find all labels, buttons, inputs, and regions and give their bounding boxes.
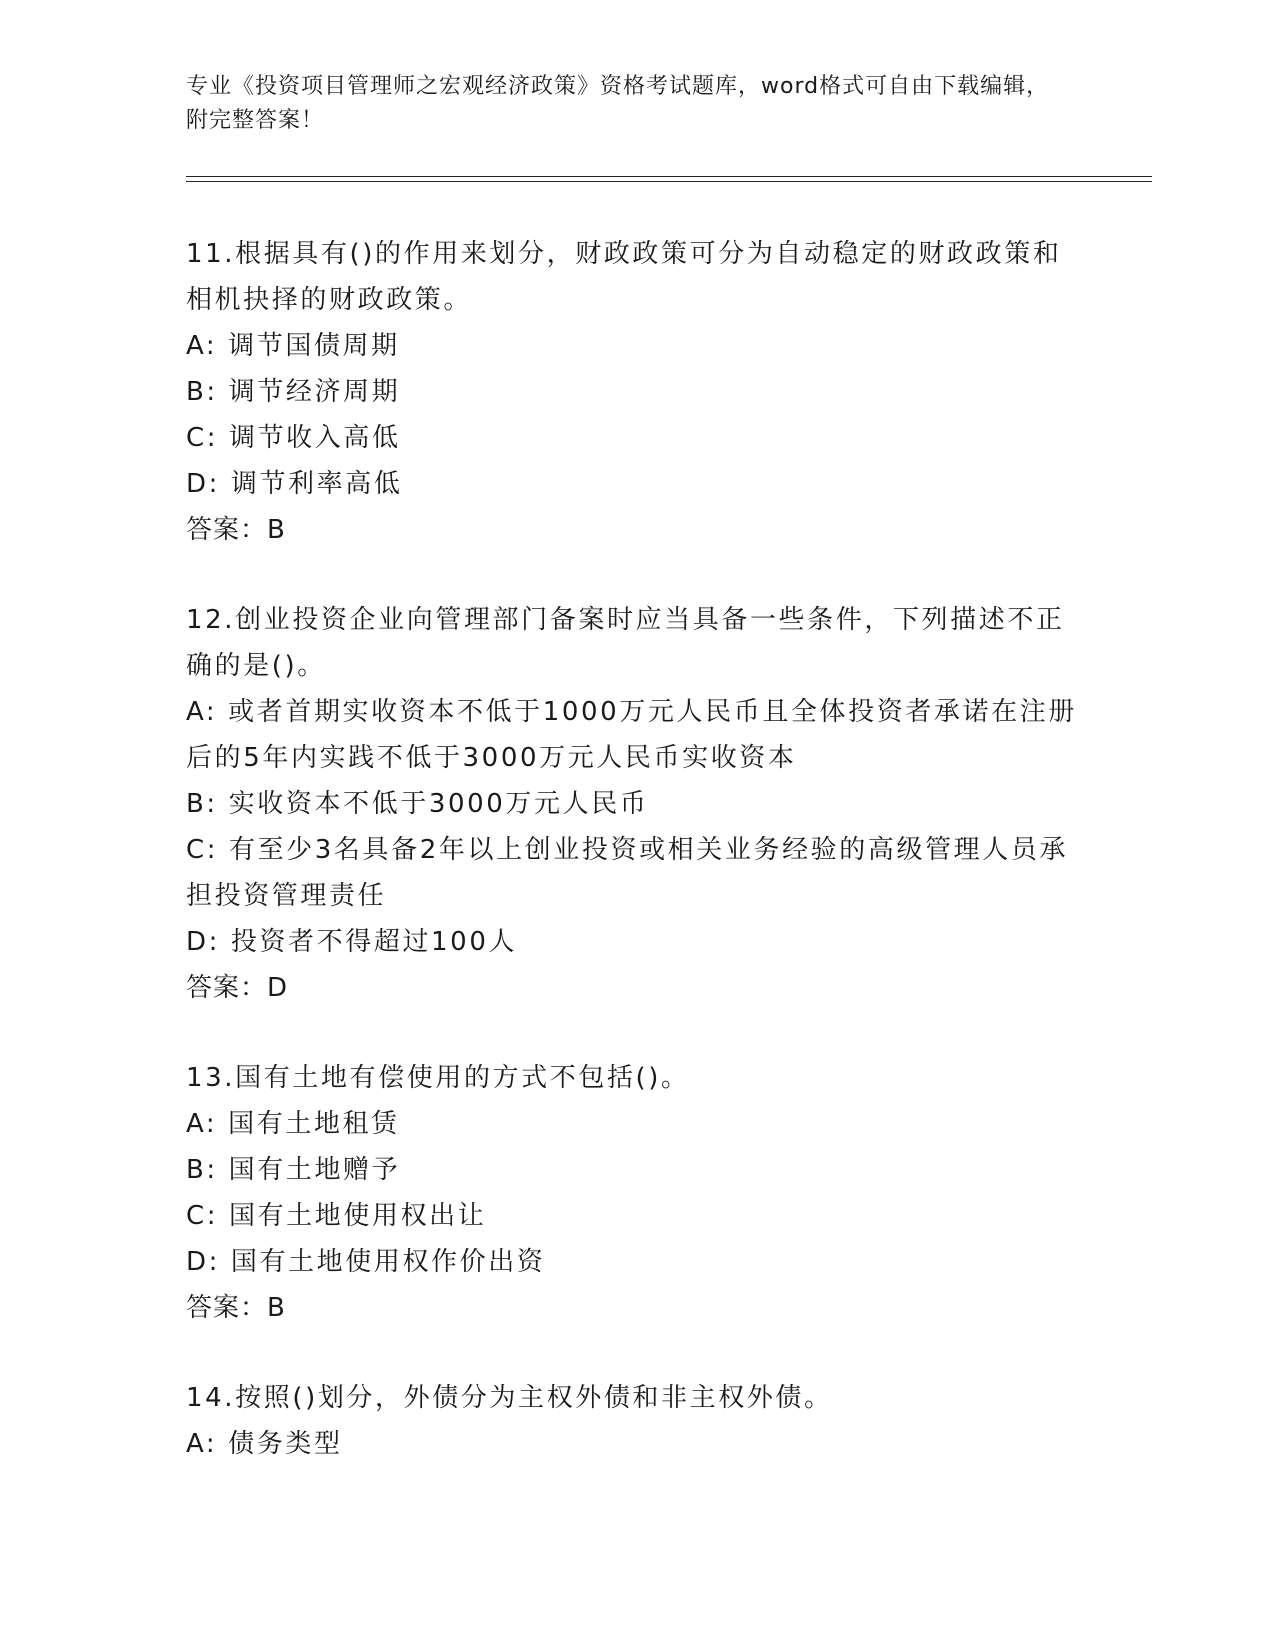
option-a: A: 调节国债周期 (186, 331, 400, 361)
question-stem: 14.按照()划分，外债分为主权外债和非主权外债。 (186, 1383, 833, 1413)
question-12 (186, 597, 1086, 1011)
question-list (186, 231, 1086, 1511)
header-rule-top (186, 176, 1152, 177)
option-b: B: 国有土地赠予 (186, 1155, 401, 1185)
option-d: D: 国有土地使用权作价出资 (186, 1247, 546, 1277)
option-a: A: 国有土地租赁 (186, 1109, 400, 1139)
question-stem: 11.根据具有()的作用来划分，财政政策可分为自动稳定的财政政策和相机抉择的财政政策。 (186, 239, 1062, 315)
option-c: C: 有至少3名具备2年以上创业投资或相关业务经验的高级管理人员承担投资管理责任 (186, 835, 1069, 911)
option-c: C: 调节收入高低 (186, 423, 401, 453)
option-c: C: 国有土地使用权出让 (186, 1201, 487, 1231)
option-b: B: 实收资本不低于3000万元人民币 (186, 789, 649, 819)
question-stem: 13.国有土地有偿使用的方式不包括()。 (186, 1063, 690, 1093)
answer: 答案：D (186, 973, 289, 1003)
option-a: A: 或者首期实收资本不低于1000万元人民币且全体投资者承诺在注册后的5年内实践不低于3000万元人民币实收资本 (186, 697, 1077, 773)
question-11 (186, 231, 1086, 553)
header-rule-bottom (186, 181, 1152, 182)
option-d: D: 调节利率高低 (186, 469, 403, 499)
question-14 (186, 1375, 1086, 1467)
document-header: 专业《投资项目管理师之宏观经济政策》资格考试题库，word格式可自由下载编辑，附完整答案！ (186, 74, 1050, 133)
answer: 答案：B (186, 1293, 286, 1323)
question-13 (186, 1055, 1086, 1331)
option-d: D: 投资者不得超过100人 (186, 927, 518, 957)
option-b: B: 调节经济周期 (186, 377, 401, 407)
answer: 答案：B (186, 515, 286, 545)
option-a: A: 债务类型 (186, 1429, 343, 1459)
question-stem: 12.创业投资企业向管理部门备案时应当具备一些条件，下列描述不正确的是()。 (186, 605, 1065, 681)
